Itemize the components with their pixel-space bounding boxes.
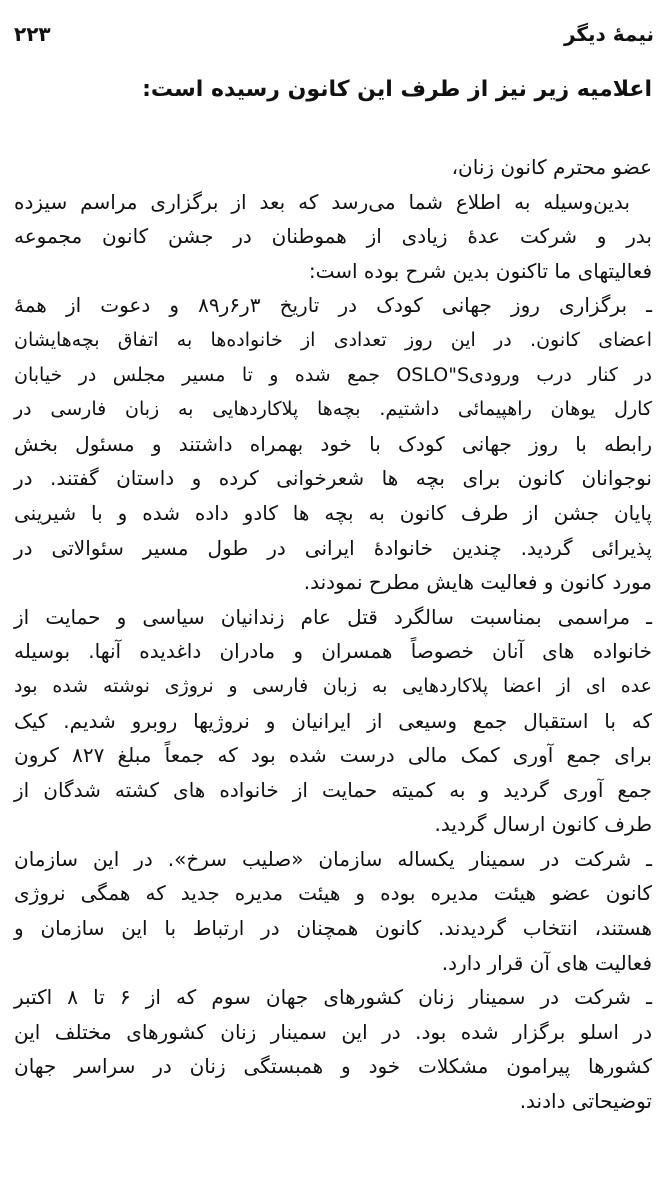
letter-line: جمع آوری گردید و به کمیته حمایت از خانواده های کشته شدگان از <box>14 777 652 802</box>
letter-line: بدر و شرکت عدهٔ زیادی از هموطنان در جشن کانون مجموعه <box>14 224 652 249</box>
letter-line: اعضای کانون. در این روز تعدادی از خانواده‌ها به اتفاق بچه‌هایشان <box>14 328 652 351</box>
letter-line: کارل یوهان راهپیمائی داشتیم. بچه‌ها پلاکاردهایی به زبان فارسی در <box>14 398 652 421</box>
announcement-heading: اعلامیه زیر نیز از طرف این کانون رسیده است: <box>142 77 652 102</box>
letter-line: خانواده های آنان خصوصاً همسران و مادران داغدیده آنها. بوسیله <box>14 639 652 664</box>
letter-line: ـ مراسمی بمناسبت سالگرد قتل عام زندانیان سیاسی و حمایت از <box>14 604 652 629</box>
letter-line: فعالیتهای ما تاکنون بدین شرح بوده است: <box>308 258 652 283</box>
page-number: ۲۲۳ <box>14 22 51 46</box>
letter-line: که با استقبال جمع وسیعی از ایرانیان و نروژیها روبرو شدیم. کیک <box>14 708 652 733</box>
letter-line: رابطه با روز جهانی کودک با خود بهمراه داشتند و مسئول بخش <box>14 431 652 456</box>
letter-line: ـ شرکت در سمینار یکساله سازمان «صلیب سرخ». در این سازمان <box>14 846 652 871</box>
letter-line: برای جمع آوری کمک مالی درست شده بود که جمعاً مبلغ ۸۲۷ کرون <box>14 743 653 768</box>
letter-line: پایان جشن از طرف کانون به بچه ها کادو داده شده و با شیرینی <box>14 500 652 525</box>
letter-line: فعالیت های آن قرار دارد. <box>441 950 652 975</box>
letter-line: طرف کانون ارسال گردید. <box>434 812 652 837</box>
letter-salutation: عضو محترم کانون زنان، <box>451 155 652 179</box>
letter-line: در اسلو برگزار شده بود. در این سمینار زنان کشورهای مختلف این <box>14 1019 652 1044</box>
letter-line: هستند، انتخاب گردیدند. کانون همچنان در ارتباط با این سازمان و <box>14 916 652 941</box>
letter-line: مورد کانون و فعالیت هایش مطرح نمودند. <box>303 570 652 595</box>
letter-line: در کنار درب ورودیOSLO"S جمع شده و تا مسیر مجلس در خیابان <box>14 363 652 386</box>
letter-line: کشورها پیرامون مشکلات خود و همبستگی زنان در سراسر جهان <box>14 1054 652 1079</box>
letter-body <box>14 150 652 1119</box>
letter-line: نوجوانان کانون برای بچه ها شعرخوانی کرده و داستان گفتند. در <box>14 466 652 491</box>
letter-line: ـ برگزاری روز جهانی کودک در تاریخ ۳ر۶ر۸۹ و دعوت از همهٔ <box>14 293 653 318</box>
letter-line: پذیرائی گردید. چندین خانوادهٔ ایرانی در طول مسیر سئوالاتی در <box>14 535 652 560</box>
letter-line: عده ای از اعضا پلاکاردهایی به زبان فارسی و نروژی نوشته شده بود <box>14 674 652 697</box>
letter-line: توضیحاتی دادند. <box>519 1089 652 1114</box>
letter-line: ـ شرکت در سمینار زنان کشورهای جهان سوم که از ۶ تا ۸ اکتبر <box>14 985 652 1010</box>
letter-line: کانون عضو هیئت مدیره بوده و هیئت مدیره جدید که همگی نروژی <box>14 881 652 906</box>
letter-line: بدین‌وسیله به اطلاع شما می‌رسد که بعد از برگزاری مراسم سیزده <box>14 189 630 214</box>
running-header-title: نیمهٔ دیگر <box>563 22 654 46</box>
